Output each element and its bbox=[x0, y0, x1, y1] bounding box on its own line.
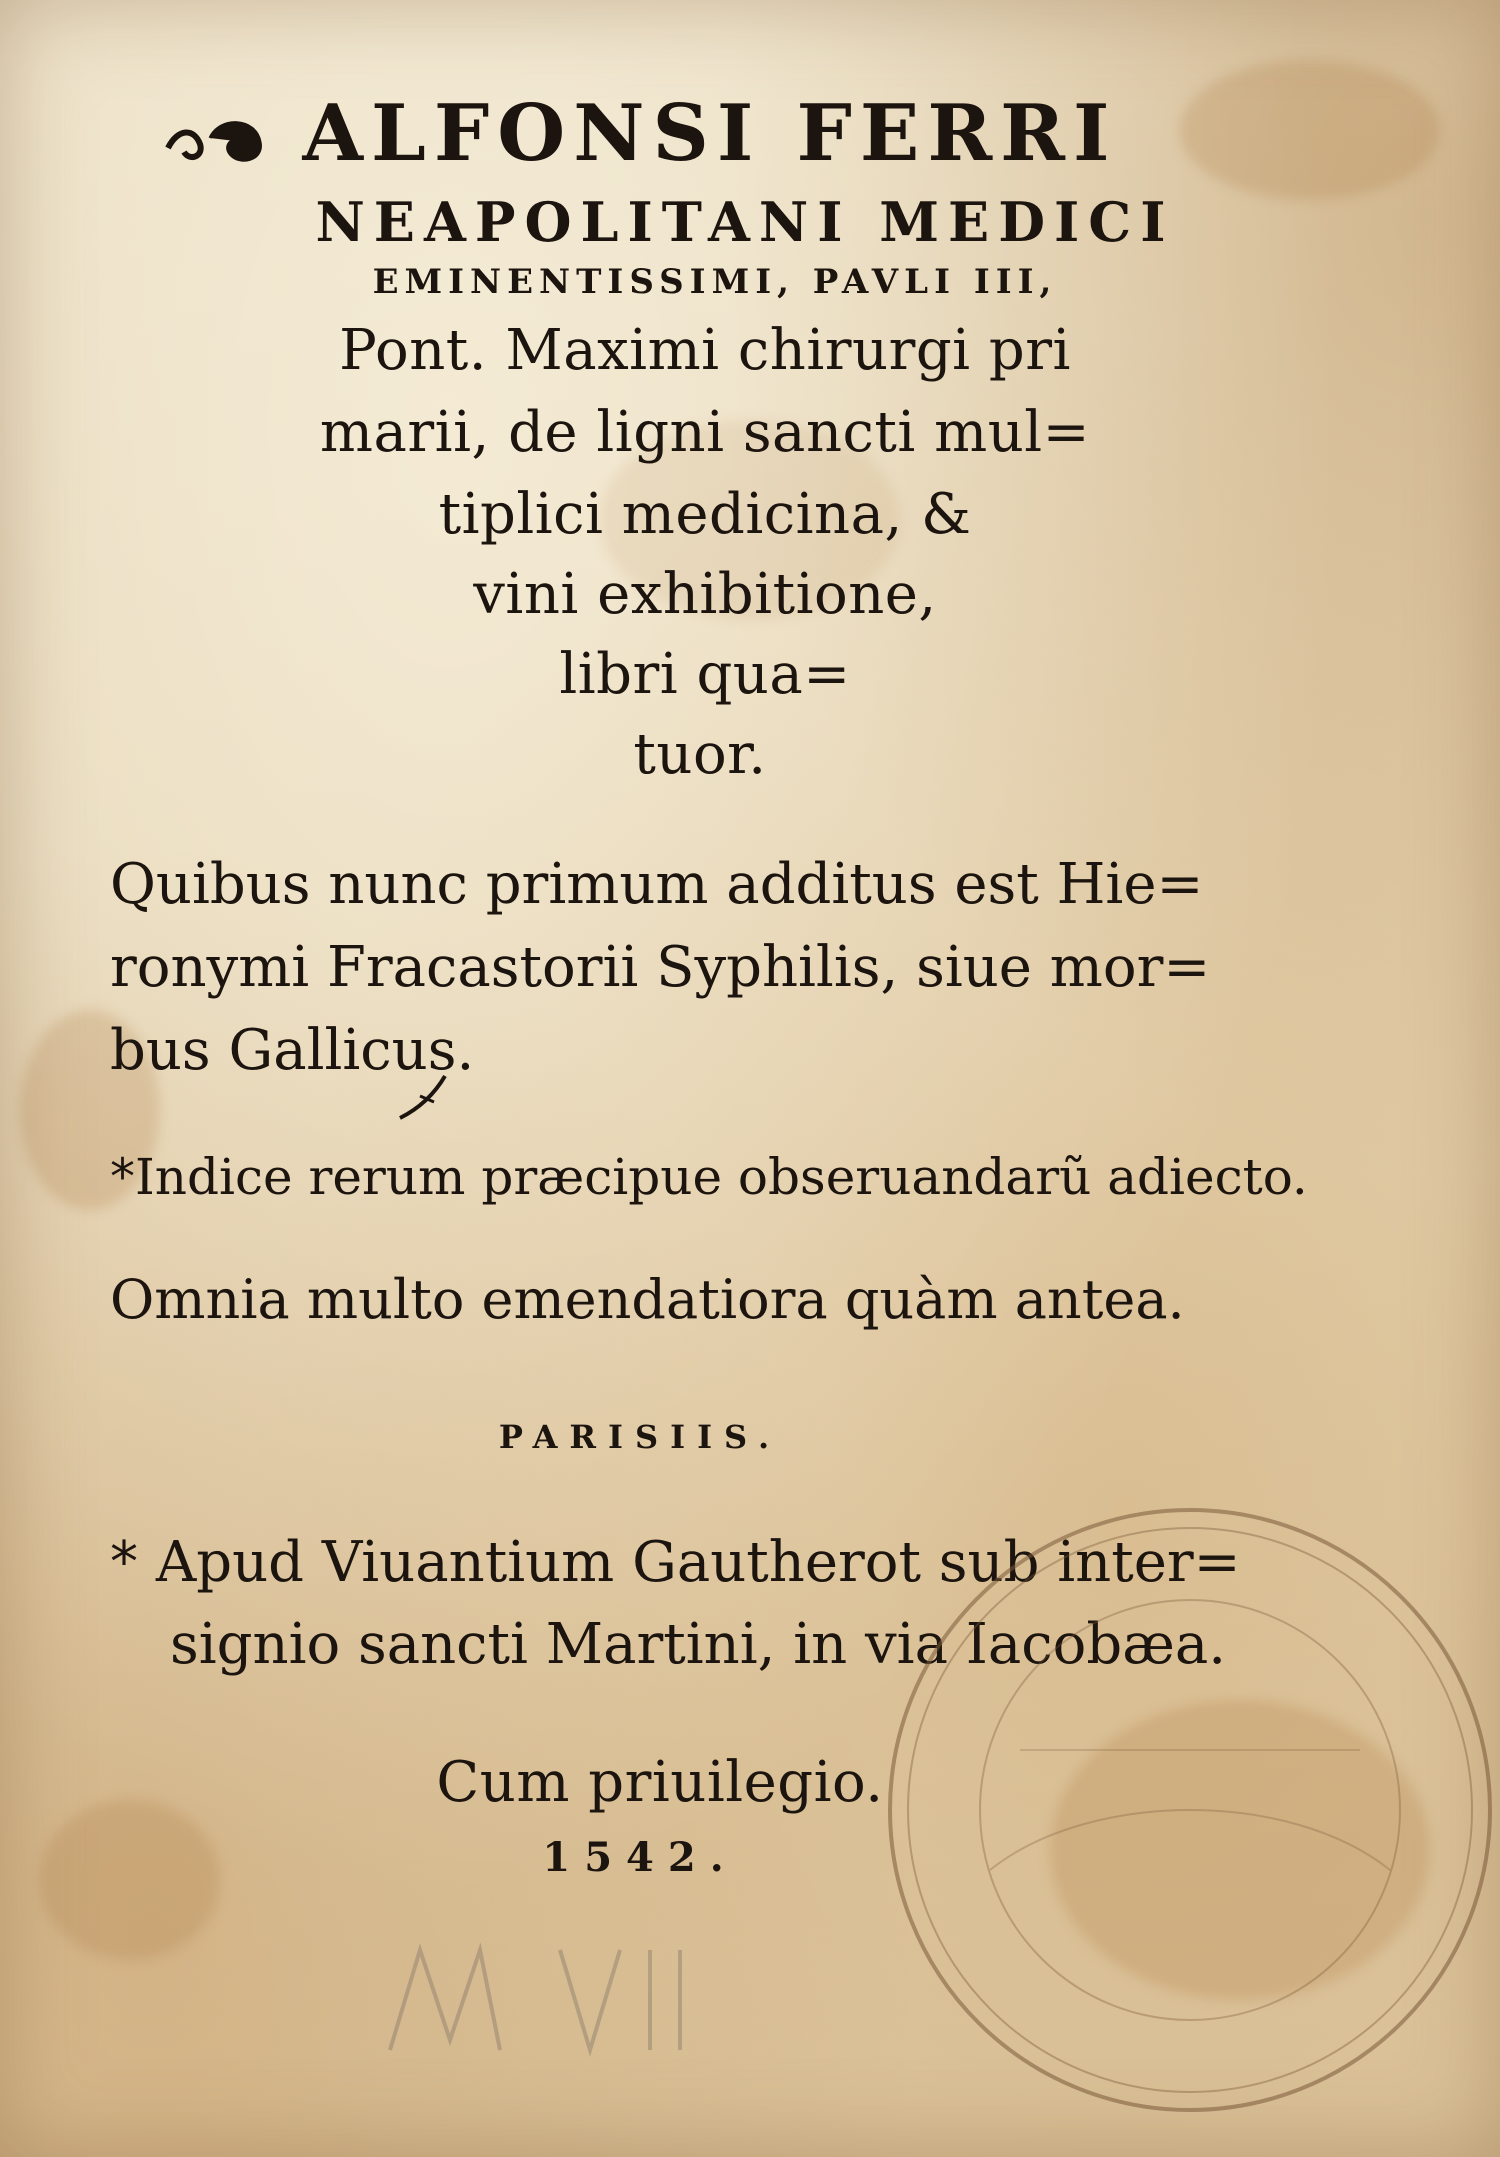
imprint-line-2: signio sancti Martini, in via Iacobæa. bbox=[170, 1612, 1227, 1677]
emendation-line: Omnia multo emendatiora quàm antea. bbox=[110, 1268, 1185, 1331]
manuscript-mark bbox=[380, 1930, 840, 2070]
title-line-1: ALFONSI FERRI bbox=[302, 88, 1118, 179]
title-line-2: NEAPOLITANI MEDICI bbox=[315, 190, 1175, 254]
title-line-6: tiplici medicina, & bbox=[438, 482, 972, 547]
title-line-3: EMINENTISSIMI, PAVLI III, bbox=[372, 262, 1058, 302]
index-note-text: Indice rerum præcipue obseruandarũ adiecto. bbox=[135, 1148, 1308, 1206]
stain bbox=[40, 1800, 220, 1960]
imprint-year: 1542. bbox=[542, 1834, 738, 1881]
privilege-line: Cum priuilegio. bbox=[436, 1750, 884, 1815]
asterisk-marker: * bbox=[110, 1148, 135, 1206]
title-line-7: vini exhibitione, bbox=[473, 562, 937, 627]
addition-line-2: ronymi Fracastorii Syphilis, siue mor= bbox=[110, 935, 1211, 1000]
title-line-4: Pont. Maximi chirurgi pri bbox=[339, 318, 1071, 383]
imprint-line-1-text: Apud Viuantium Gautherot sub inter= bbox=[155, 1530, 1241, 1595]
asterisk-marker: * bbox=[110, 1530, 138, 1595]
index-note bbox=[110, 1148, 1308, 1206]
imprint-city: PARISIIS. bbox=[498, 1418, 782, 1456]
title-line-8: libri qua= bbox=[559, 642, 851, 707]
ink-mark bbox=[390, 1068, 460, 1128]
title-line-9: tuor. bbox=[633, 722, 767, 787]
addition-line-3: bus Gallicus. bbox=[110, 1018, 475, 1083]
title-line-5: marii, de ligni sancti mul= bbox=[319, 400, 1091, 465]
library-stamp bbox=[870, 1490, 1500, 2130]
addition-line-1: Quibus nunc primum additus est Hie= bbox=[110, 852, 1204, 917]
